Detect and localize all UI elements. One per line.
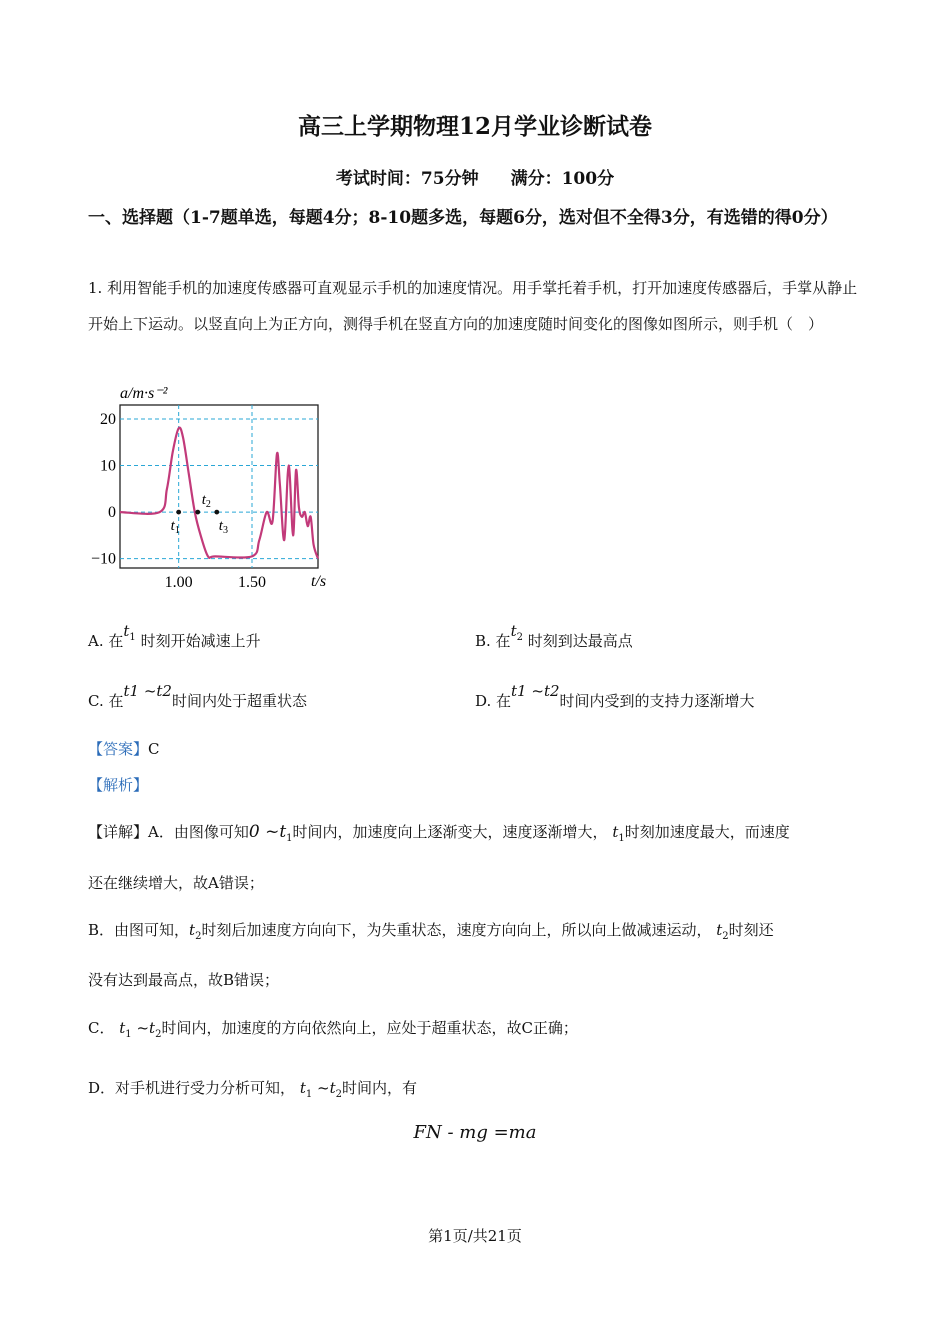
option-b[interactable]: B. 在$t_2$ 时刻到达最高点 [475,622,633,650]
exam-info [0,164,950,189]
explain-b-cont: 没有达到最高点，故B错误； [88,971,280,989]
chart-xtick-label: 1.50 [238,574,266,591]
chart-marker-label: $t_1$ [170,518,180,537]
chart-ytick-label: 20 [100,410,116,428]
explain-b: B．由图可知，$t_2$时刻后加速度方向向下，为失重状态，速度方向向上，所以向上做减速运动， $t_2$时刻还 [88,921,774,942]
chart-xtick-label: 1.00 [164,574,193,591]
exam-score: 满分：100分 [510,169,615,189]
acceleration-chart [88,380,348,592]
chart-marker-point [195,510,200,515]
chart-marker-point [176,510,181,515]
chart-marker-point [214,510,219,515]
chart-ylabel: a/m·s⁻² [120,385,168,402]
chart-gridlines [120,405,318,568]
option-c[interactable]: C. 在t1 ~t2时间内处于超重状态 [88,682,307,710]
chart-xticks [165,574,266,591]
explain-a: 【详解】A．由图像可知0 $\sim t_1$时间内，加速度向上逐渐变大，速度逐渐增大， $t_1$时刻加速度最大，而速度 [88,822,790,844]
chart-xlabel: t/s [311,573,327,590]
chart-marker-label: $t_3$ [218,518,228,537]
page-title: 高三上学期物理12月学业诊断试卷 [297,113,652,140]
analysis-tag: 【解析】 [88,776,149,794]
chart-series-line [120,428,318,559]
chart-ytick-label: −10 [90,550,116,568]
explain-a-cont: 还在继续增大，故A错误； [88,874,264,892]
section-heading: 一、选择题（1-7题单选，每题4分；8-10题多选，每题6分，选对但不全得3分，有选错的得0分） [88,208,838,228]
detail-tag: 【详解】 [88,823,149,841]
chart-frame [120,405,318,568]
chart-ytick-label: 10 [100,457,116,475]
question-stem: 1. 利用智能手机的加速度传感器可直观显示手机的加速度情况。用手掌托着手机，打开加速度传感器后，手掌从静止开始上下运动。以竖直向上为正方向，测得手机在竖直方向的加速度随时间变化的图像如图所示，则手机（ ） [88,279,858,333]
chart-ytick-label: 0 [108,504,116,522]
option-d[interactable]: D. 在t1 ~t2时间内受到的支持力逐渐增大 [475,682,755,710]
chart-yticks [91,411,116,568]
option-a[interactable]: A. 在$t_1$ 时刻开始减速上升 [88,622,261,650]
explain-c: C． $t_1$ $\sim t_2$时间内，加速度的方向依然向上，应处于超重状态，故C正确； [88,1019,578,1040]
chart-marker-label: $t_2$ [201,492,211,511]
equation: FN - mg =ma [413,1122,537,1143]
page-number: 第1页/共21页 [428,1227,522,1245]
answer-tag: 【答案】 [88,740,149,758]
answer-value: C [148,740,160,758]
exam-time: 考试时间：75分钟 [335,169,479,189]
answer-line [88,738,160,759]
explain-d: D．对手机进行受力分析可知， $t_1$ $\sim t_2$时间内，有 [88,1079,417,1100]
